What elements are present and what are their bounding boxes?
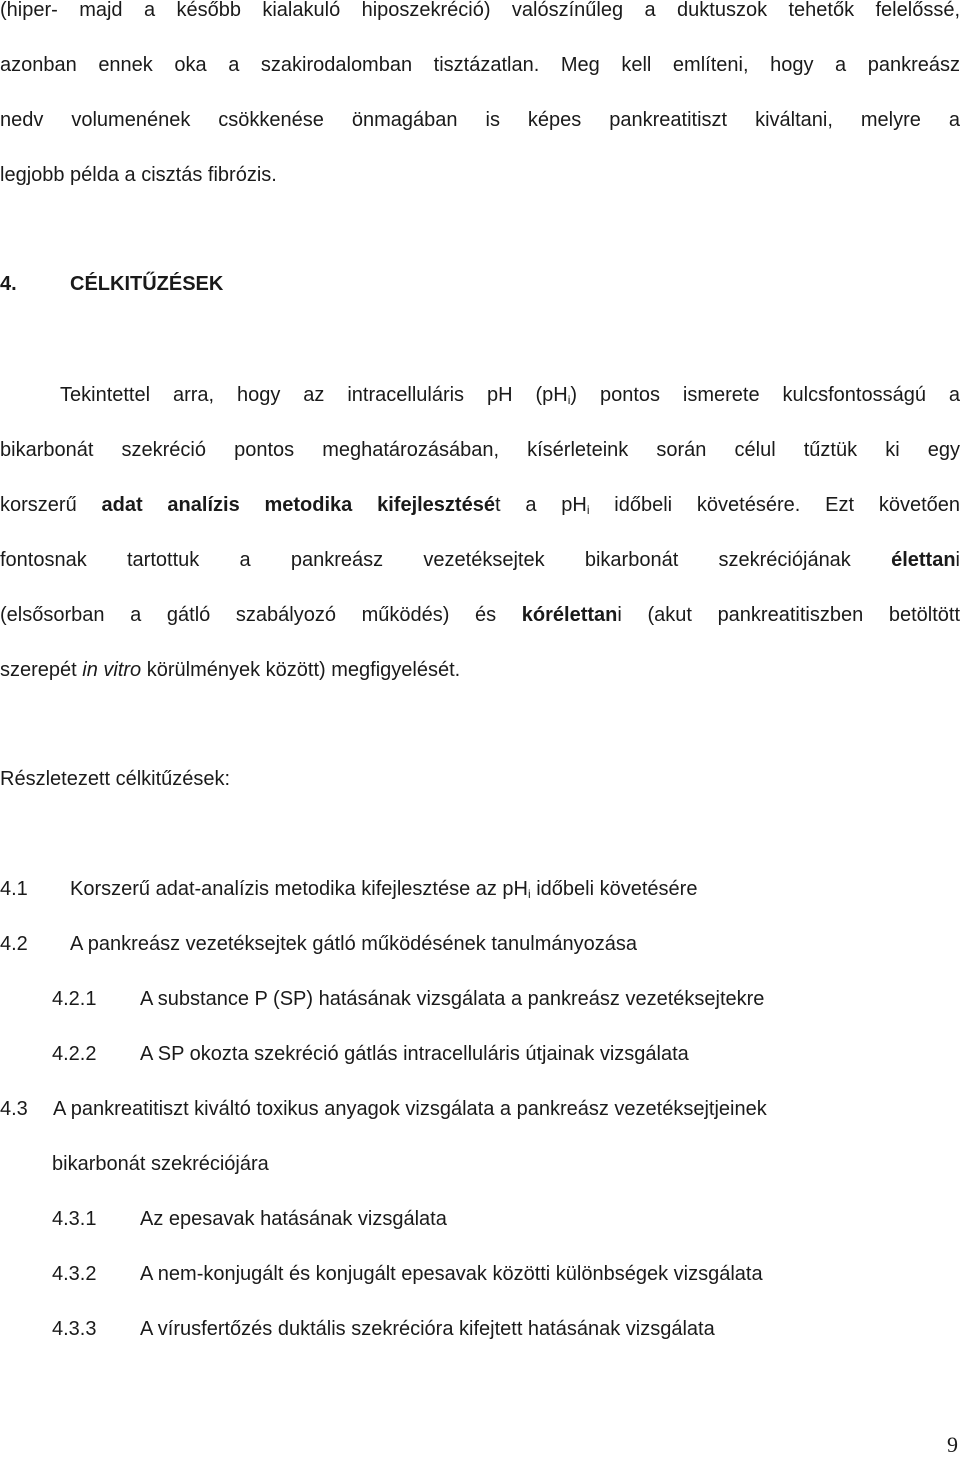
goal-4-2-2: 4.2.2 A SP okozta szekréció gátlás intracelluláris útjainak vizsgálata: [52, 1043, 689, 1065]
intro-line-2: azonban ennek oka a szakirodalomban tisztázatlan. Meg kell említeni, hogy a pankreász: [0, 54, 960, 76]
section-number: 4.: [0, 273, 17, 295]
subheading: Részletezett célkitűzések:: [0, 768, 231, 790]
goal-4-3-1: 4.3.1 Az epesavak hatásának vizsgálata: [52, 1208, 447, 1230]
goal-4-1: 4.1 Korszerű adat-analízis metodika kifejlesztése az $pH_i$ időbeli követésére: [0, 878, 698, 901]
goal-4-2: 4.2 A pankreász vezetéksejtek gátló működésének tanulmányozása: [0, 933, 638, 955]
para-line-2: bikarbonát szekréció pontos meghatározásában, kísérleteink során célul tűztük ki egy: [0, 439, 960, 461]
intro-line-3: nedv volumenének csökkenése önmagában is képes pankreatitiszt kiváltani, melyre a: [0, 109, 960, 131]
intro-line-1: (hiper- majd a később kialakuló hiposzekréció) valószínűleg a duktuszok tehetők felelőssé,: [0, 0, 960, 21]
goal-4-3-2: 4.3.2 A nem-konjugált és konjugált epesavak közötti különbségek vizsgálata: [52, 1263, 763, 1285]
section-title: CÉLKITŰZÉSEK: [70, 273, 224, 295]
italic-in-vitro: in vitro: [82, 659, 142, 681]
page-number: 9: [947, 1432, 958, 1457]
bold-word-pathophysiology: kórélettan: [521, 604, 618, 626]
goal-4-3: 4.3 A pankreatitiszt kiváltó toxikus anyagok vizsgálata a pankreász vezetéksejtjeinek: [0, 1098, 767, 1120]
goal-4-3-3: 4.3.3 A vírusfertőzés duktális szekrécióra kifejtett hatásának vizsgálata: [52, 1318, 715, 1340]
para-line-6: szerepét in vitro körülmények között) megfigyelését.: [0, 659, 461, 681]
para-line-4: fontosnak tartottuk a pankreász vezetéksejtek bikarbonát szekréciójának élettani: [0, 549, 960, 571]
bold-phrase-method: adat analízis metodika kifejlesztésé: [101, 494, 495, 516]
bold-word-physiology: élettan: [891, 549, 956, 571]
section-heading: [0, 271, 960, 297]
goal-4-2-1: 4.2.1 A substance P (SP) hatásának vizsgálata a pankreász vezetéksejtekre: [52, 988, 765, 1010]
para-line-3: korszerű adat analízis metodika kifejlesztését a $pH_i$ időbeli követésére. Ezt követően: [0, 494, 960, 517]
para-line-5: (elsősorban a gátló szabályozó működés) és kórélettani (akut pankreatitiszben betöltött: [0, 604, 960, 626]
goal-4-3-cont: bikarbonát szekréciójára: [52, 1153, 269, 1175]
intro-line-4: legjobb példa a cisztás fibrózis.: [0, 164, 277, 186]
para-line-1: Tekintettel arra, hogy az intracelluláris pH $(pH_i)$ pontos ismerete kulcsfontosságú a: [60, 384, 960, 407]
